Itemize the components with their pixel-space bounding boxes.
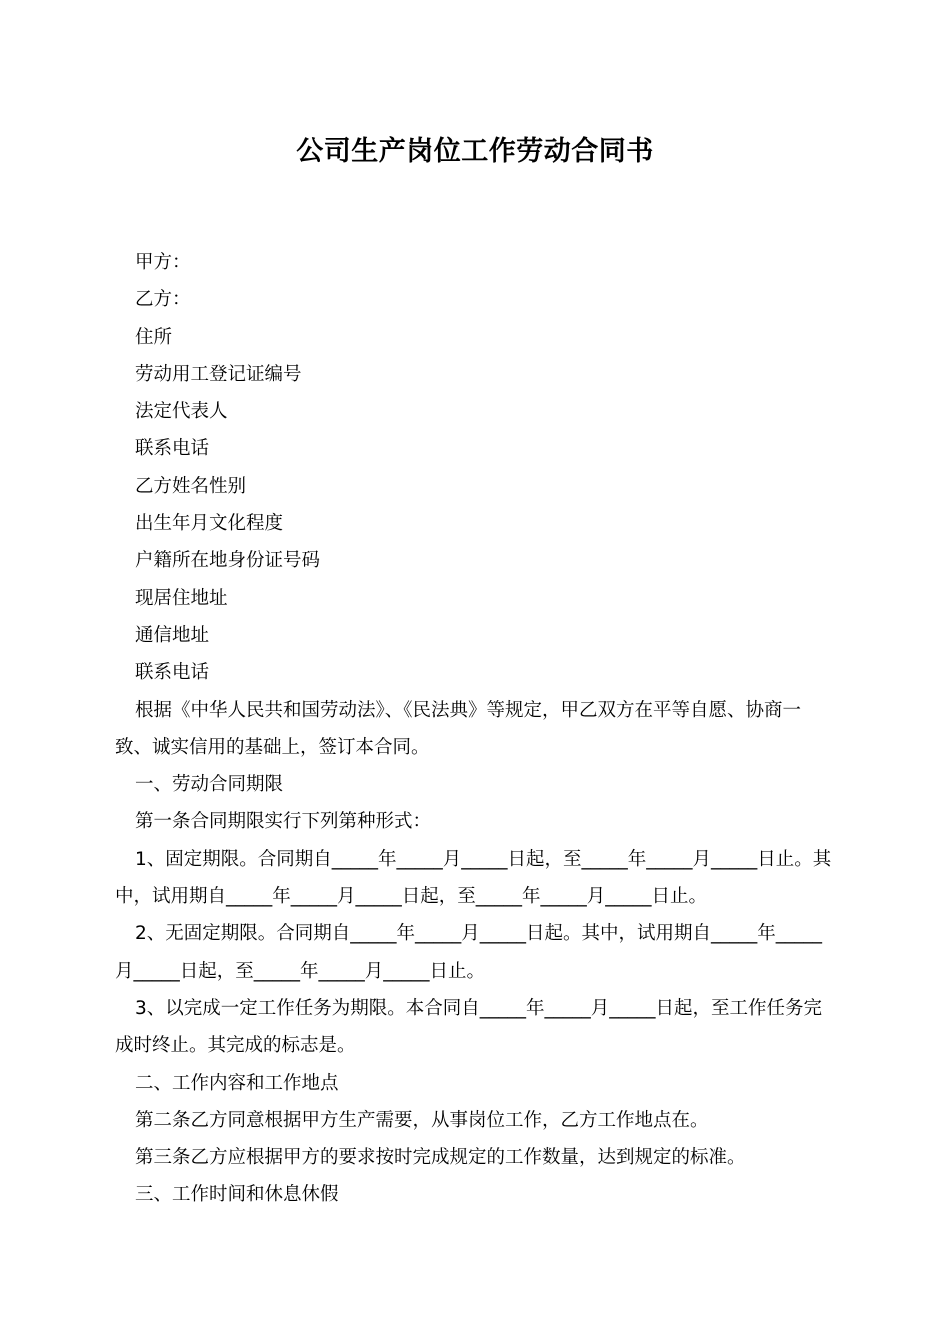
field-name-gender: 乙方姓名性别 bbox=[135, 475, 247, 497]
field-phone-a: 联系电话 bbox=[135, 438, 210, 460]
article-3: 第三条乙方应根据甲方的要求按时完成规定的工作数量，达到规定的标准。 bbox=[135, 1147, 746, 1169]
term-option-1: 1、固定期限。合同期自_____年_____月_____日起，至_____年_____月_____日止。其中，试用期自_____年_____月_____日起，至_____年_____月_____日止。 bbox=[115, 848, 832, 908]
field-legal-representative: 法定代表人 bbox=[135, 401, 228, 423]
section-heading-3: 三、工作时间和休息休假 bbox=[135, 1184, 339, 1206]
field-registration-number: 劳动用工登记证编号 bbox=[135, 363, 302, 385]
field-current-address: 现居住地址 bbox=[135, 587, 228, 609]
document-title: 公司生产岗位工作劳动合同书 bbox=[296, 136, 654, 167]
document-body bbox=[115, 244, 835, 1214]
field-birth-education: 出生年月文化程度 bbox=[135, 513, 284, 535]
term-option-2: 2、无固定期限。合同期自_____年_____月_____日起。其中，试用期自_____年_____月_____日起，至_____年_____月_____日止。 bbox=[115, 923, 823, 982]
article-2: 第二条乙方同意根据甲方生产需要，从事岗位工作，乙方工作地点在。 bbox=[135, 1109, 709, 1131]
field-party-b: 乙方： bbox=[135, 289, 191, 311]
section-heading-2: 二、工作内容和工作地点 bbox=[135, 1072, 339, 1094]
preamble-paragraph: 根据《中华人民共和国劳动法》、《民法典》等规定，甲乙双方在平等自愿、协商一致、诚实信用的基础上，签订本合同。 bbox=[115, 699, 802, 758]
field-household-id: 户籍所在地身份证号码 bbox=[135, 550, 321, 572]
term-option-3: 3、以完成一定工作任务为期限。本合同自_____年_____月_____日起，至工作任务完成时终止。其完成的标志是。 bbox=[115, 997, 823, 1057]
article-1: 第一条合同期限实行下列第种形式： bbox=[135, 811, 432, 833]
field-mailing-address: 通信地址 bbox=[135, 624, 210, 646]
section-heading-1: 一、劳动合同期限 bbox=[135, 774, 284, 796]
field-phone-b: 联系电话 bbox=[135, 662, 210, 684]
field-party-a: 甲方： bbox=[135, 252, 191, 273]
field-address: 住所 bbox=[135, 326, 173, 348]
